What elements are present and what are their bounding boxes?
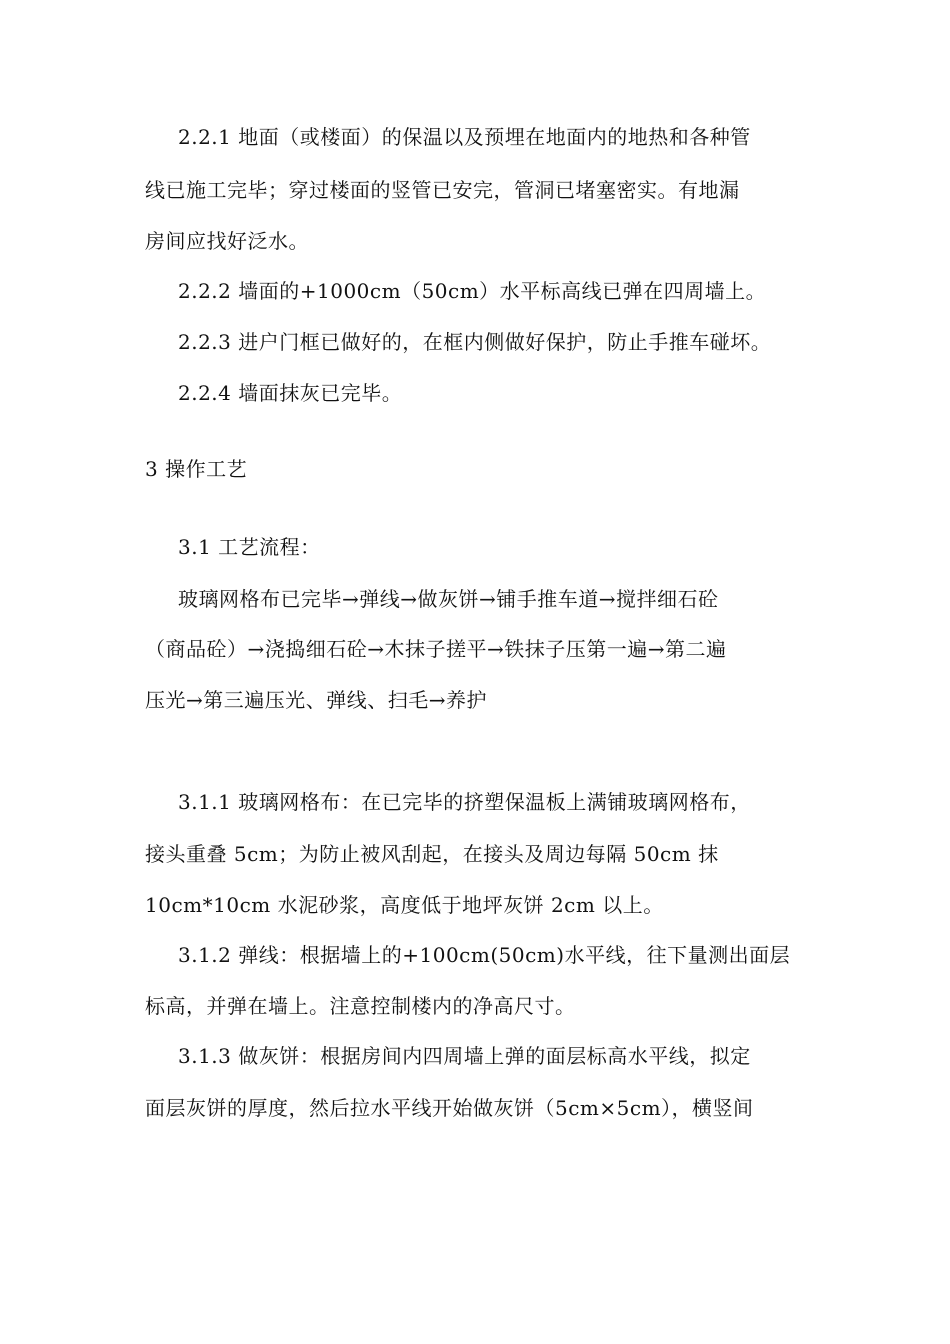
para-3-1-1-line-2: 接头重叠 5cm；为防止被风刮起，在接头及周边每隔 50cm 抹 <box>145 842 719 866</box>
para-2-2-1-line-1: 2.2.1 地面（或楼面）的保温以及预埋在地面内的地热和各种管 <box>178 125 751 149</box>
para-3-1-2-line-1: 3.1.2 弹线：根据墙上的+100cm(50cm)水平线，往下量测出面层 <box>178 943 791 967</box>
para-2-2-4: 2.2.4 墙面抹灰已完毕。 <box>178 381 403 405</box>
para-3-1-3-line-1: 3.1.3 做灰饼：根据房间内四周墙上弹的面层标高水平线，拟定 <box>178 1044 751 1068</box>
section-3-heading: 3 操作工艺 <box>145 457 248 481</box>
para-2-2-1-line-3: 房间应找好泛水。 <box>145 229 309 253</box>
flow-line-2: （商品砼）→浇捣细石砼→木抹子搓平→铁抹子压第一遍→第二遍 <box>145 637 727 661</box>
para-3-1-1-line-3: 10cm*10cm 水泥砂浆，高度低于地坪灰饼 2cm 以上。 <box>145 893 664 917</box>
para-2-2-1-line-2: 线已施工完毕；穿过楼面的竖管已安完，管洞已堵塞密实。有地漏 <box>145 178 740 202</box>
para-3-1-1-line-1: 3.1.1 玻璃网格布：在已完毕的挤塑保温板上满铺玻璃网格布， <box>178 790 751 814</box>
para-2-2-2: 2.2.2 墙面的+1000cm（50cm）水平标高线已弹在四周墙上。 <box>178 279 767 303</box>
flow-line-1: 玻璃网格布已完毕→弹线→做灰饼→铺手推车道→搅拌细石砼 <box>178 587 719 611</box>
flow-line-3: 压光→第三遍压光、弹线、扫毛→养护 <box>145 688 488 712</box>
para-3-1-2-line-2: 标高，并弹在墙上。注意控制楼内的净高尺寸。 <box>145 994 576 1018</box>
para-2-2-3: 2.2.3 进户门框已做好的，在框内侧做好保护，防止手推车碰坏。 <box>178 330 772 354</box>
section-3-1-heading: 3.1 工艺流程： <box>178 535 321 559</box>
para-3-1-3-line-2: 面层灰饼的厚度，然后拉水平线开始做灰饼（5cm×5cm），横竖间 <box>145 1096 754 1120</box>
